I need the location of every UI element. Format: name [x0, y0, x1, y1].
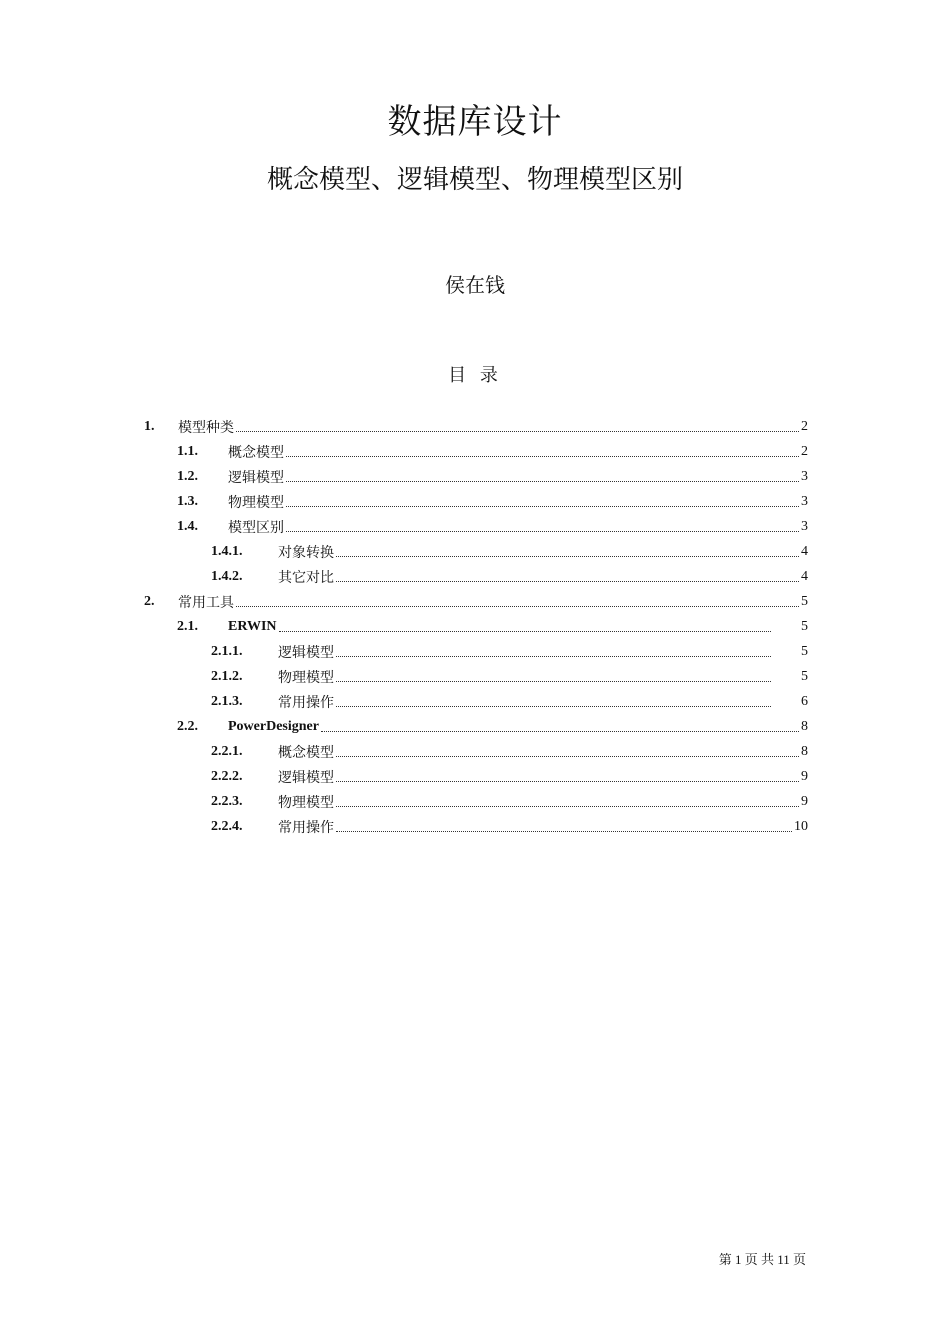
toc-leader-dots — [336, 681, 771, 682]
toc-entry-title: 逻辑模型 — [278, 644, 334, 661]
toc-entry-number: 2.1.3. — [211, 693, 243, 709]
toc-entry-title: 常用工具 — [178, 594, 234, 611]
toc-entry[interactable] — [177, 489, 808, 514]
toc-leader-dots — [279, 631, 771, 632]
toc-entry[interactable] — [177, 464, 808, 489]
toc-leader-dots — [336, 556, 799, 557]
toc-entry-number: 1.4.1. — [211, 543, 243, 559]
toc-entry-title: 物理模型 — [278, 794, 334, 811]
toc-entry[interactable] — [177, 514, 808, 539]
toc-leader-dots — [236, 431, 799, 432]
toc-entry-title: 逻辑模型 — [278, 769, 334, 786]
toc-entry-title: 模型区别 — [228, 519, 284, 536]
toc-leader-dots — [336, 781, 799, 782]
toc-entry[interactable] — [211, 789, 808, 814]
toc-leader-dots — [336, 706, 771, 707]
toc-entry[interactable] — [211, 639, 808, 664]
toc-entry-number: 2.2.2. — [211, 768, 243, 784]
toc-leader-dots — [336, 656, 771, 657]
toc-entry[interactable] — [211, 689, 808, 714]
toc-entry-page: 9 — [801, 768, 808, 784]
toc-entry-title: ERWIN — [228, 618, 277, 634]
toc-entry-title: 模型种类 — [178, 419, 234, 436]
toc-entry-page: 5 — [801, 593, 808, 609]
toc-entry[interactable] — [211, 764, 808, 789]
toc-entry-number: 1.1. — [177, 443, 198, 459]
toc-entry[interactable] — [144, 589, 808, 614]
toc-entry[interactable] — [211, 739, 808, 764]
toc-entry-number: 1.2. — [177, 468, 198, 484]
toc-entry-page: 2 — [801, 443, 808, 459]
toc-entry-title: 逻辑模型 — [228, 469, 284, 486]
toc-leader-dots — [286, 481, 799, 482]
toc-entry-number: 2.1. — [177, 618, 198, 634]
toc-entry-number: 2. — [144, 593, 155, 609]
toc-entry-page: 3 — [801, 518, 808, 534]
toc-entry[interactable] — [211, 664, 808, 689]
toc-entry[interactable] — [177, 614, 808, 639]
toc-entry-number: 1.4. — [177, 518, 198, 534]
toc-leader-dots — [321, 731, 799, 732]
toc-entry[interactable] — [211, 814, 808, 839]
toc-entry-number: 2.2.3. — [211, 793, 243, 809]
toc-entry-page: 5 — [801, 668, 808, 684]
toc-entry-page: 5 — [801, 643, 808, 659]
toc-entry-title: 常用操作 — [278, 694, 334, 711]
toc-entry-page: 9 — [801, 793, 808, 809]
toc-entry-page: 3 — [801, 493, 808, 509]
document-title: 数据库设计 — [387, 102, 563, 142]
toc-entry-title: 对象转换 — [278, 544, 334, 561]
toc-entry[interactable] — [177, 439, 808, 464]
toc-leader-dots — [336, 581, 799, 582]
toc-entry-number: 2.2.4. — [211, 818, 243, 834]
toc-entry-page: 2 — [801, 418, 808, 434]
page-footer: 第 1 页 共 11 页 — [718, 1252, 806, 1267]
toc-entry-page: 3 — [801, 468, 808, 484]
toc-entry-page: 4 — [801, 568, 808, 584]
toc-entry-page: 10 — [794, 818, 808, 834]
toc-entry-title: 常用操作 — [278, 819, 334, 836]
toc-leader-dots — [336, 831, 792, 832]
toc-entry-number: 1. — [144, 418, 155, 434]
toc-entry-title: 概念模型 — [278, 744, 334, 761]
toc-entry-number: 1.4.2. — [211, 568, 243, 584]
toc-heading: 目 录 — [448, 365, 502, 386]
toc-leader-dots — [286, 506, 799, 507]
toc-entry[interactable] — [177, 714, 808, 739]
toc-entry-title: 概念模型 — [228, 444, 284, 461]
toc-entry-page: 8 — [801, 743, 808, 759]
toc-entry-page: 6 — [801, 693, 808, 709]
document-subtitle: 概念模型、逻辑模型、物理模型区别 — [266, 165, 683, 195]
toc-leader-dots — [336, 806, 799, 807]
toc-entry-title: PowerDesigner — [228, 718, 319, 734]
toc-leader-dots — [286, 456, 799, 457]
toc-entry[interactable] — [211, 564, 808, 589]
toc-entry-number: 2.2. — [177, 718, 198, 734]
toc-entry-page: 8 — [801, 718, 808, 734]
toc-entry[interactable] — [144, 414, 808, 439]
toc-entry-page: 5 — [801, 618, 808, 634]
toc-entry-number: 2.1.1. — [211, 643, 243, 659]
toc-entry-title: 物理模型 — [228, 494, 284, 511]
toc-entry-title: 物理模型 — [278, 669, 334, 686]
toc-entry-title: 其它对比 — [278, 569, 334, 586]
toc-entry-number: 2.1.2. — [211, 668, 243, 684]
document-author: 侯在钱 — [445, 273, 505, 297]
toc-leader-dots — [336, 756, 799, 757]
toc-leader-dots — [286, 531, 799, 532]
toc-leader-dots — [236, 606, 799, 607]
toc-entry-page: 4 — [801, 543, 808, 559]
toc-entry[interactable] — [211, 539, 808, 564]
toc-entry-number: 2.2.1. — [211, 743, 243, 759]
toc-entry-number: 1.3. — [177, 493, 198, 509]
